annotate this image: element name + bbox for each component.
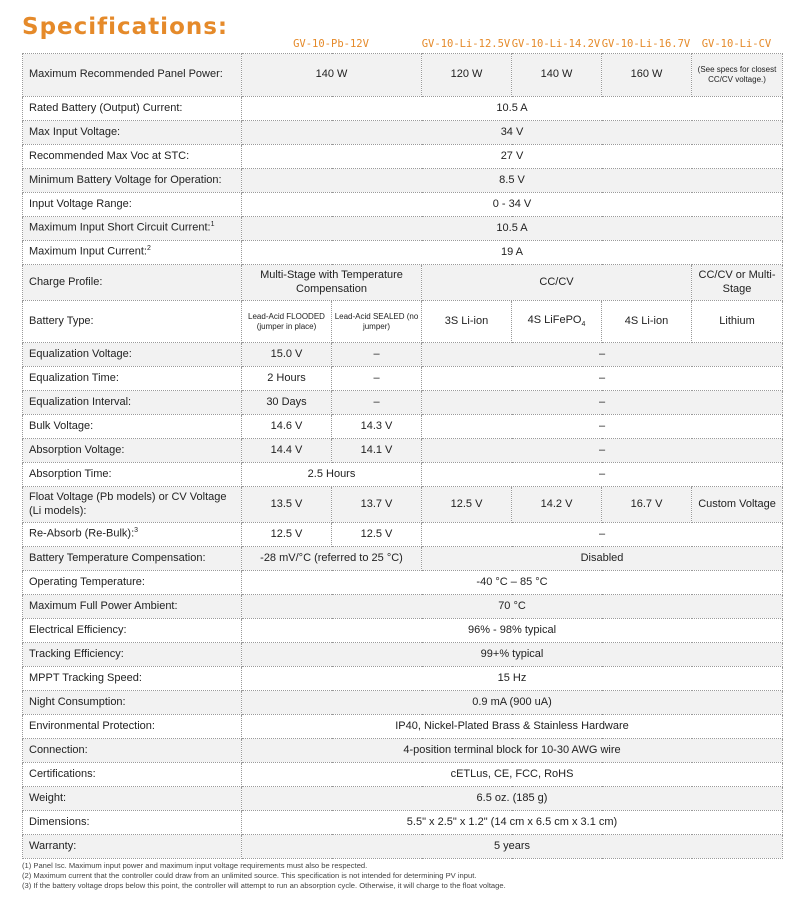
table-row bbox=[23, 121, 783, 145]
row-label: Float Voltage (Pb models) or CV Voltage (Li models): bbox=[23, 487, 242, 523]
spec-value: -40 °C – 85 °C bbox=[242, 571, 783, 595]
specifications-table bbox=[22, 53, 783, 859]
page-title: Specifications: bbox=[22, 14, 229, 40]
spec-value: 6.5 oz. (185 g) bbox=[242, 787, 783, 811]
spec-value: 5 years bbox=[242, 835, 783, 859]
spec-value: – bbox=[332, 343, 422, 367]
spec-value: – bbox=[422, 463, 783, 487]
footnote-ref: 2 bbox=[146, 245, 151, 253]
table-row bbox=[23, 763, 783, 787]
spec-value: – bbox=[332, 367, 422, 391]
spec-value: – bbox=[422, 391, 783, 415]
row-label: Dimensions: bbox=[23, 811, 242, 835]
spec-value: 14.4 V bbox=[242, 439, 332, 463]
spec-value: Lead-Acid FLOODED (jumper in place) bbox=[242, 301, 332, 343]
spec-value: 13.7 V bbox=[332, 487, 422, 523]
table-row bbox=[23, 343, 783, 367]
table-row bbox=[23, 667, 783, 691]
spec-value: Multi-Stage with Temperature Compensation bbox=[242, 265, 422, 301]
spec-note: (See specs for closest CC/CV voltage.) bbox=[692, 54, 783, 97]
table-row bbox=[23, 571, 783, 595]
table-row bbox=[23, 391, 783, 415]
spec-value: CC/CV or Multi-Stage bbox=[692, 265, 783, 301]
table-row bbox=[23, 193, 783, 217]
spec-value: 19 A bbox=[242, 241, 783, 265]
spec-value: Lithium bbox=[692, 301, 783, 343]
spec-value: 2.5 Hours bbox=[242, 463, 422, 487]
spec-value: 160 W bbox=[602, 54, 692, 97]
model-header-li-12-5v: GV-10-Li-12.5V bbox=[421, 38, 511, 50]
table-row bbox=[23, 439, 783, 463]
row-label: Battery Temperature Compensation: bbox=[23, 547, 242, 571]
table-row bbox=[23, 547, 783, 571]
row-label: Charge Profile: bbox=[23, 265, 242, 301]
spec-value: 27 V bbox=[242, 145, 783, 169]
table-row bbox=[23, 523, 783, 547]
row-label: Battery Type: bbox=[23, 301, 242, 343]
spec-value: – bbox=[422, 367, 783, 391]
row-label: Tracking Efficiency: bbox=[23, 643, 242, 667]
spec-value: 14.3 V bbox=[332, 415, 422, 439]
spec-value: 12.5 V bbox=[242, 523, 332, 547]
row-label: Recommended Max Voc at STC: bbox=[23, 145, 242, 169]
row-label bbox=[23, 217, 242, 241]
table-row bbox=[23, 145, 783, 169]
spec-value: – bbox=[332, 391, 422, 415]
table-row bbox=[23, 715, 783, 739]
spec-value: Disabled bbox=[422, 547, 783, 571]
spec-value: 14.1 V bbox=[332, 439, 422, 463]
table-row bbox=[23, 463, 783, 487]
spec-value: 0.9 mA (900 uA) bbox=[242, 691, 783, 715]
row-label: Warranty: bbox=[23, 835, 242, 859]
row-label: Night Consumption: bbox=[23, 691, 242, 715]
spec-value: 0 - 34 V bbox=[242, 193, 783, 217]
footnote-ref: 3 bbox=[134, 527, 139, 535]
spec-value bbox=[512, 301, 602, 343]
spec-value: 120 W bbox=[422, 54, 512, 97]
table-row bbox=[23, 265, 783, 301]
row-label: Absorption Time: bbox=[23, 463, 242, 487]
spec-value: 99+% typical bbox=[242, 643, 783, 667]
row-label: Rated Battery (Output) Current: bbox=[23, 97, 242, 121]
subscript: 4 bbox=[581, 320, 586, 328]
footnote: (3) If the battery voltage drops below this point, the controller will attempt to run an absorption cycle. Otherwise, it will charge to the float voltage. bbox=[22, 881, 506, 890]
table-row bbox=[23, 241, 783, 265]
row-label: Input Voltage Range: bbox=[23, 193, 242, 217]
spec-value: 8.5 V bbox=[242, 169, 783, 193]
spec-value: -28 mV/°C (referred to 25 °C) bbox=[242, 547, 422, 571]
spec-value: 70 °C bbox=[242, 595, 783, 619]
spec-value: 4-position terminal block for 10-30 AWG wire bbox=[242, 739, 783, 763]
table-row bbox=[23, 643, 783, 667]
row-label: Connection: bbox=[23, 739, 242, 763]
footnotes bbox=[22, 861, 506, 891]
footnote: (1) Panel Isc. Maximum input power and maximum input voltage requirements must also be respected. bbox=[22, 861, 368, 870]
row-label: Weight: bbox=[23, 787, 242, 811]
footnote: (2) Maximum current that the controller could draw from an unlimited source. This specification is not intended for determining PV input. bbox=[22, 871, 477, 880]
row-label: Equalization Interval: bbox=[23, 391, 242, 415]
model-header-li-cv: GV-10-Li-CV bbox=[701, 38, 772, 50]
spec-value: – bbox=[422, 523, 783, 547]
table-row bbox=[23, 787, 783, 811]
spec-value: 14.6 V bbox=[242, 415, 332, 439]
table-row bbox=[23, 301, 783, 343]
spec-value: 140 W bbox=[512, 54, 602, 97]
spec-value: IP40, Nickel-Plated Brass & Stainless Hardware bbox=[242, 715, 783, 739]
table-row bbox=[23, 97, 783, 121]
spec-value: 16.7 V bbox=[602, 487, 692, 523]
spec-value: 96% - 98% typical bbox=[242, 619, 783, 643]
spec-value: 34 V bbox=[242, 121, 783, 145]
row-label: Certifications: bbox=[23, 763, 242, 787]
spec-value: 10.5 A bbox=[242, 217, 783, 241]
row-label bbox=[23, 241, 242, 265]
table-row bbox=[23, 835, 783, 859]
spec-value: 15 Hz bbox=[242, 667, 783, 691]
row-label-text: Maximum Input Short Circuit Current: bbox=[29, 221, 211, 234]
spec-value: 13.5 V bbox=[242, 487, 332, 523]
model-header-pb-12v: GV-10-Pb-12V bbox=[293, 38, 369, 50]
model-header-li-14-2v: GV-10-Li-14.2V bbox=[511, 38, 601, 50]
spec-value: CC/CV bbox=[422, 265, 692, 301]
row-label-text: Re-Absorb (Re-Bulk): bbox=[29, 527, 135, 540]
row-label: Equalization Time: bbox=[23, 367, 242, 391]
row-label: Environmental Protection: bbox=[23, 715, 242, 739]
spec-value: – bbox=[422, 439, 783, 463]
spec-value: 10.5 A bbox=[242, 97, 783, 121]
footnote-ref: 1 bbox=[210, 221, 215, 229]
table-row bbox=[23, 169, 783, 193]
row-label: MPPT Tracking Speed: bbox=[23, 667, 242, 691]
table-row bbox=[23, 691, 783, 715]
table-row bbox=[23, 739, 783, 763]
spec-value: Custom Voltage bbox=[692, 487, 783, 523]
row-label: Electrical Efficiency: bbox=[23, 619, 242, 643]
spec-value: 14.2 V bbox=[512, 487, 602, 523]
row-label-text: Maximum Input Current: bbox=[29, 245, 147, 258]
table-row bbox=[23, 487, 783, 523]
spec-value: 15.0 V bbox=[242, 343, 332, 367]
spec-value: – bbox=[422, 415, 783, 439]
spec-value: 140 W bbox=[242, 54, 422, 97]
spec-value: 30 Days bbox=[242, 391, 332, 415]
row-label: Absorption Voltage: bbox=[23, 439, 242, 463]
table-row bbox=[23, 595, 783, 619]
table-row bbox=[23, 54, 783, 97]
row-label: Maximum Recommended Panel Power: bbox=[23, 54, 242, 97]
spec-value: 4S Li-ion bbox=[602, 301, 692, 343]
row-label: Max Input Voltage: bbox=[23, 121, 242, 145]
spec-value: cETLus, CE, FCC, RoHS bbox=[242, 763, 783, 787]
row-label bbox=[23, 523, 242, 547]
spec-value: Lead-Acid SEALED (no jumper) bbox=[332, 301, 422, 343]
row-label: Operating Temperature: bbox=[23, 571, 242, 595]
spec-value: 2 Hours bbox=[242, 367, 332, 391]
spec-value: 3S Li-ion bbox=[422, 301, 512, 343]
table-row bbox=[23, 415, 783, 439]
table-row bbox=[23, 217, 783, 241]
spec-value: 5.5" x 2.5" x 1.2" (14 cm x 6.5 cm x 3.1 cm) bbox=[242, 811, 783, 835]
spec-value: 12.5 V bbox=[422, 487, 512, 523]
spec-value: – bbox=[422, 343, 783, 367]
row-label: Maximum Full Power Ambient: bbox=[23, 595, 242, 619]
table-row bbox=[23, 811, 783, 835]
table-row bbox=[23, 367, 783, 391]
spec-value: 12.5 V bbox=[332, 523, 422, 547]
model-header-li-16-7v: GV-10-Li-16.7V bbox=[601, 38, 691, 50]
battery-chemistry: 4S LiFePO bbox=[527, 313, 582, 326]
row-label: Equalization Voltage: bbox=[23, 343, 242, 367]
table-row bbox=[23, 619, 783, 643]
row-label: Minimum Battery Voltage for Operation: bbox=[23, 169, 242, 193]
row-label: Bulk Voltage: bbox=[23, 415, 242, 439]
